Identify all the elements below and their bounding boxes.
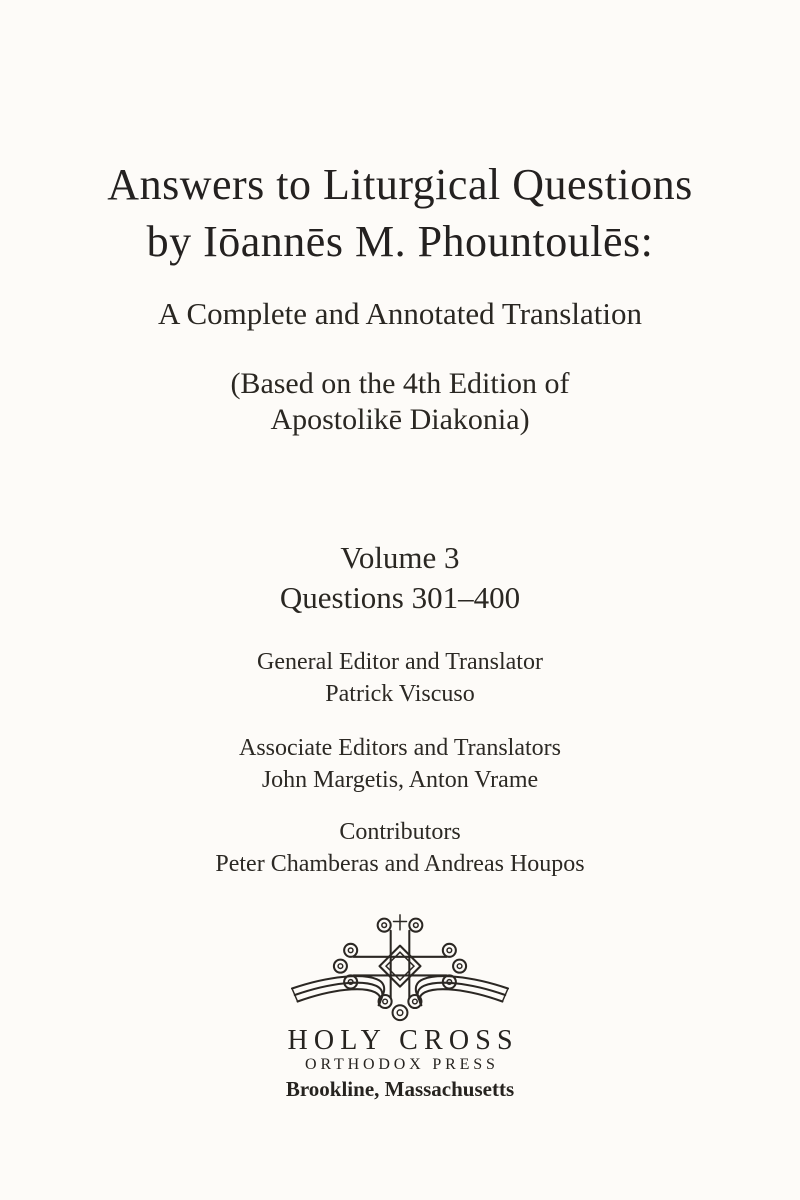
publisher-location: Brookline, Massachusetts (285, 1077, 515, 1101)
credit-names: Peter Chamberas and Andreas Houpos (215, 851, 585, 877)
publisher-logo (0, 914, 800, 1022)
credit-role: General Editor and Translator (257, 649, 543, 675)
book-title-line2: by Iōannēs M. Phountoulēs: (146, 217, 654, 266)
book-title (0, 156, 800, 270)
volume-question-range: Questions 301–400 (279, 580, 521, 615)
publisher-name: HOLY CROSS (287, 1025, 519, 1056)
ornate-cross-open-book-icon (282, 914, 518, 1022)
edition-note (0, 366, 800, 438)
publisher-imprint: ORTHODOX PRESS (305, 1056, 499, 1073)
credit-contributors (0, 816, 800, 880)
credit-associate-editors (0, 732, 800, 796)
volume-number: Volume 3 (340, 540, 460, 575)
edition-note-line1: (Based on the 4th Edition of (230, 367, 570, 400)
credit-names: Patrick Viscuso (325, 681, 475, 707)
credit-role: Contributors (339, 819, 461, 845)
volume-block (0, 538, 800, 618)
credit-general-editor (0, 646, 800, 710)
credit-names: John Margetis, Anton Vrame (261, 767, 539, 793)
book-subtitle: A Complete and Annotated Translation (158, 296, 642, 331)
credit-role: Associate Editors and Translators (239, 735, 561, 761)
edition-note-line2: Apostolikē Diakonia) (270, 403, 530, 436)
book-title-line1: Answers to Liturgical Questions (107, 160, 693, 209)
